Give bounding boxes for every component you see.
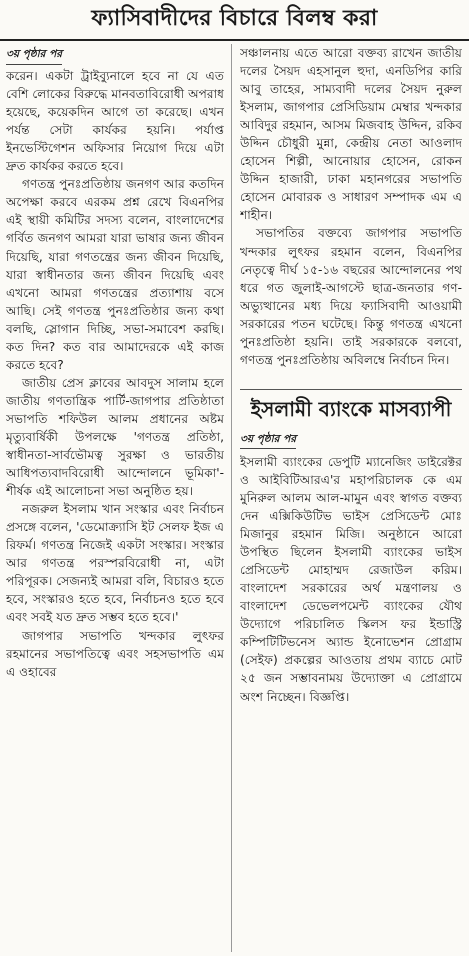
- headline-top: ফ্যাসিবাদীদের বিচারে বিলম্ব করা: [91, 4, 378, 31]
- paragraph: সঞ্চালনায় এতে আরো বক্তব্য রাখেন জাতীয় দলের সৈয়দ এহসানুল হুদা, এনডিপির কারি আবু তাহের, সাম্যবাদী দলের সৈয়দ নুরুল ইসলাম, জাগপার প্রেসিডিয়াম মেম্বার খন্দকার আবিদুর রহমান, আসম মিজবাহ উদ্দিন, রকিব উদ্দিন চৌধুরী মুন্না, কেন্দ্রীয় নেতা আওলাদ হোসেন শিল্পী, আনোয়ার হোসেন, রোকন উদ্দিন হাজারী, ঢাকা মহানগরের সভাপতি হোসেন মোবারক ও সাধারণ সম্পাদক এম এ শাহীন।: [240, 46, 462, 223]
- paragraph: গণতন্ত্র পুনঃপ্রতিষ্ঠায় জনগণ আর কতদিন অপেক্ষা করবে এরকম প্রশ্ন রেখে বিএনপির এই স্থায়ী কমিটির সদস্য বলেন, বাংলাদেশের গর্বিত জনগণ আমরা যারা ভাষার জন্য জীবন দিয়েছি, যারা গণতন্ত্রের জন্য জীবন দিয়েছি, যারা স্বাধীনতার জন্য জীবন দিয়েছি এবং এখনো আমরা গণতন্ত্রের প্রত্যাশায় বসে আছি। সেই গণতন্ত্র পুনঃপ্রতিষ্ঠার জন্য কথা বলছি, স্লোগান দিচ্ছি, সভা-সমাবেশ করছি। কত দিন? কত বার আমাদেরকে এই কাজ করতে হবে?: [6, 177, 224, 372]
- jump-label-second: ৩য় পৃষ্ঠার পর: [240, 430, 296, 449]
- second-article-header: [240, 389, 462, 422]
- paragraph: জাতীয় প্রেস ক্লাবের আবদুস সালাম হলে জাতীয় গণতান্ত্রিক পার্টি-জাগপার প্রতিষ্ঠাতা সভাপতি শফিউল আলম প্রধানের অষ্টম মৃত্যুবার্ষিকী উপলক্ষে 'গণতন্ত্র প্রতিষ্ঠা, স্বাধীনতা-সার্বভৌমত্ব সুরক্ষা ও ভারতীয় আধিপত্যবাদবিরোধী আন্দোলনে ভূমিকা'- শীর্ষক এই আলোচনা সভা অনুষ্ঠিত হয়।: [6, 375, 224, 499]
- headline-second: ইসলামী ব্যাংকে মাসব্যাপী: [250, 396, 452, 421]
- paragraph: নজরুল ইসলাম খান সংস্কার এবং নির্বাচন প্রসঙ্গে বলেন, 'ডেমোক্র্যাসি ইট সেলফ ইজ এ রিফর্ম। গণতন্ত্র নিজেই একটা সংস্কার। সংস্কার আর গণতন্ত্র পরস্পরবিরোধী না, এটা পরিপূরক। সেজন্যই আমরা বলি, বিচারও হতে হবে, সংস্কারও হতে হবে, নির্বাচনও হতে হবে এবং সবই যত দ্রুত সম্ভব হতে হবে।': [6, 502, 224, 625]
- paragraph: ইসলামী ব্যাংকের ডেপুটি ম্যানেজিং ডাইরেক্টর ও আইবিটিআরএ'র মহাপরিচালক কে এম মুনিরুল আলম আল-মামুন এবং স্বাগত বক্তব্য দেন এক্সিকিউটিভ ভাইস প্রেসিডেন্ট মোঃ মিজানুর রহমান মিজি। অনুষ্ঠানে আরো উপস্থিত ছিলেন ইসলামী ব্যাংকের ভাইস প্রেসিডেন্ট মোহাম্মদ রেজাউল করিম। বাংলাদেশ সরকারের অর্থ মন্ত্রণালয় ও বাংলাদেশ ডেভেলপমেন্ট ব্যাংকের যৌথ উদ্যোগে পরিচালিত স্কিলস ফর ইন্ডাস্ট্রি কম্পিটিটিভনেস অ্যান্ড ইনোভেশন প্রোগ্রাম (সেইফ) প্রকল্পের আওতায় প্রথম ব্যাচে মোট ২৫ জন সম্ভাবনাময় উদ্যোক্তা এ প্রোগ্রামে অংশ নিচ্ছেন। বিজ্ঞপ্তি।: [240, 454, 462, 704]
- column-divider: [231, 44, 232, 952]
- right-column: [240, 44, 462, 952]
- paragraph: জাগপার সভাপতি খন্দকার লুৎফর রহমানের সভাপতিত্বে এবং সহসভাপতি এম এ ওহাবের: [6, 628, 224, 679]
- left-column: [6, 44, 224, 952]
- paragraph: করেন। একটা ট্রাইব্যুনালে হবে না যে এত বেশি লোকের বিরুদ্ধে মানবতাবিরোধী অপরাধ হয়েছে, কয়েকদিন আগে তা করেছে। এখন পর্যন্ত সেটা কার্যকর হয়নি। পর্যাপ্ত ইনভেস্টিগেশন অফিসার নিয়োগ দিয়ে এটা দ্রুত কার্যকর করতে হবে।: [6, 69, 224, 174]
- headline-rule: [0, 39, 469, 41]
- jump-label: ৩য় পৃষ্ঠার পর: [6, 45, 62, 65]
- paragraph: সভাপতির বক্তব্যে জাগপার সভাপতি খন্দকার লুৎফর রহমান বলেন, বিএনপির নেতৃত্বে দীর্ঘ ১৫-১৬ বছরের আন্দোলনের পথ ধরে গত জুলাই-আগস্টে ছাত্র-জনতার গণ-অভ্যুত্থানের মধ্য দিয়ে ফ্যাসিবাদী আওয়ামী সরকারের পতন ঘটেছে। কিন্তু গণতন্ত্র এখনো পুনঃপ্রতিষ্ঠা হয়নি। তাই সরকারকে বলবো, গণতন্ত্র পুনঃপ্রতিষ্ঠায় অবিলম্বে নির্বাচন দিন।: [240, 226, 462, 367]
